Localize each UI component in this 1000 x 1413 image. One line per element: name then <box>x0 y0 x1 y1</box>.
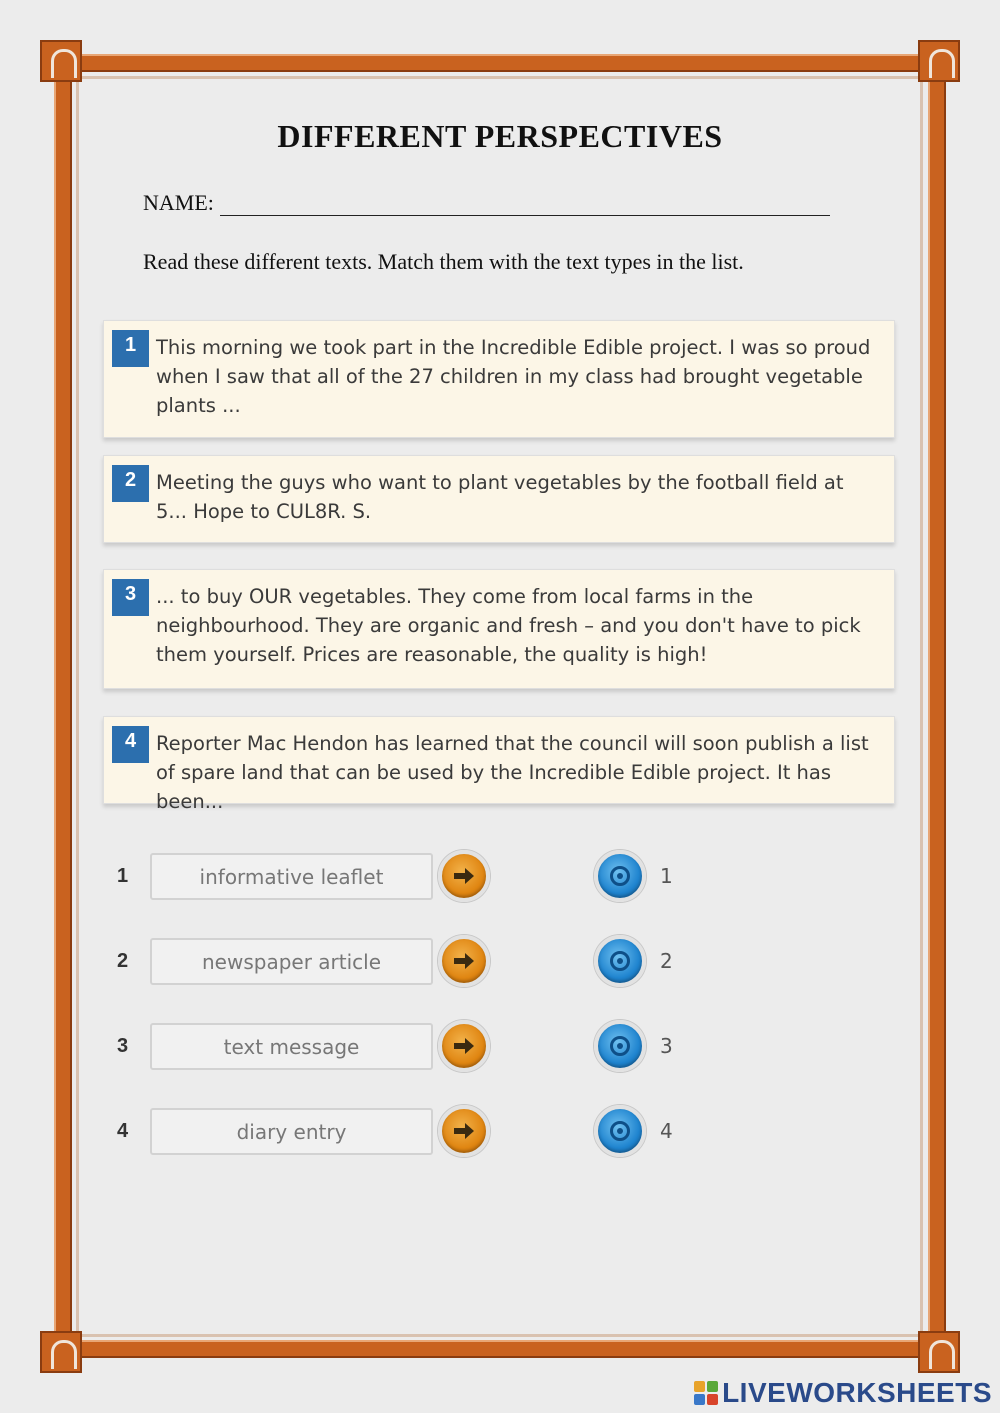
right-row-number: 3 <box>660 1034 673 1058</box>
logo-icon <box>694 1381 718 1405</box>
match-start-button[interactable] <box>438 1105 490 1157</box>
text-type-option[interactable]: newspaper article <box>150 938 433 985</box>
frame-top <box>62 54 938 72</box>
name-label: NAME: <box>143 190 214 215</box>
text-body: Reporter Mac Hendon has learned that the council will soon publish a list of spare land that can be used by the Incredible Edible project. It has been... <box>156 732 869 813</box>
text-number-badge: 2 <box>112 465 149 502</box>
match-start-button[interactable] <box>438 935 490 987</box>
match-row-1 <box>0 850 1000 910</box>
arrow-right-icon <box>452 867 476 885</box>
frame-inner-top <box>78 76 922 79</box>
match-row-2 <box>0 935 1000 995</box>
match-target-button[interactable] <box>594 1105 646 1157</box>
arrow-right-icon <box>452 1122 476 1140</box>
text-body: This morning we took part in the Incredible Edible project. I was so proud when I saw that all of the 27 children in my class had brought vegetable plants ... <box>156 336 871 417</box>
instructions: Read these different texts. Match them with the text types in the list. <box>143 249 744 274</box>
arrow-right-icon <box>452 952 476 970</box>
text-card-2 <box>103 455 895 543</box>
frame-bottom <box>62 1340 938 1358</box>
page-title: DIFFERENT PERSPECTIVES <box>277 118 723 154</box>
target-icon <box>610 866 630 886</box>
frame-corner-bottom-right <box>918 1331 960 1373</box>
liveworksheets-logo <box>694 1377 992 1409</box>
text-card-3 <box>103 569 895 689</box>
left-row-number: 3 <box>117 1035 129 1057</box>
text-body: ... to buy OUR vegetables. They come from local farms in the neighbourhood. They are organic and fresh – and you don't have to pick them yourself. Prices are reasonable, the quality is high! <box>156 585 861 666</box>
target-icon <box>610 951 630 971</box>
name-row <box>143 190 830 216</box>
match-start-button[interactable] <box>438 1020 490 1072</box>
frame-corner-top-right <box>918 40 960 82</box>
match-target-button[interactable] <box>594 935 646 987</box>
text-card-1 <box>103 320 895 438</box>
text-card-4 <box>103 716 895 813</box>
match-start-button[interactable] <box>438 850 490 902</box>
text-type-option[interactable]: diary entry <box>150 1108 433 1155</box>
match-target-button[interactable] <box>594 1020 646 1072</box>
match-row-4 <box>0 1105 1000 1165</box>
left-row-number: 4 <box>117 1120 129 1142</box>
match-target-button[interactable] <box>594 850 646 902</box>
logo-text: LIVEWORKSHEETS <box>722 1377 992 1408</box>
text-number-badge: 3 <box>112 579 149 616</box>
frame-corner-bottom-left <box>40 1331 82 1373</box>
text-number-badge: 4 <box>112 726 149 763</box>
left-row-number: 1 <box>117 865 129 887</box>
text-type-option[interactable]: informative leaflet <box>150 853 433 900</box>
target-icon <box>610 1121 630 1141</box>
text-number-badge: 1 <box>112 330 149 367</box>
arrow-right-icon <box>452 1037 476 1055</box>
right-row-number: 1 <box>660 864 673 888</box>
name-input-line[interactable] <box>220 193 830 216</box>
text-body: Meeting the guys who want to plant vegetables by the football field at 5... Hope to CUL8R. S. <box>156 471 844 523</box>
right-row-number: 2 <box>660 949 673 973</box>
right-row-number: 4 <box>660 1119 673 1143</box>
match-row-3 <box>0 1020 1000 1080</box>
frame-inner-bottom <box>78 1334 922 1337</box>
frame-corner-top-left <box>40 40 82 82</box>
target-icon <box>610 1036 630 1056</box>
text-type-option[interactable]: text message <box>150 1023 433 1070</box>
left-row-number: 2 <box>117 950 129 972</box>
